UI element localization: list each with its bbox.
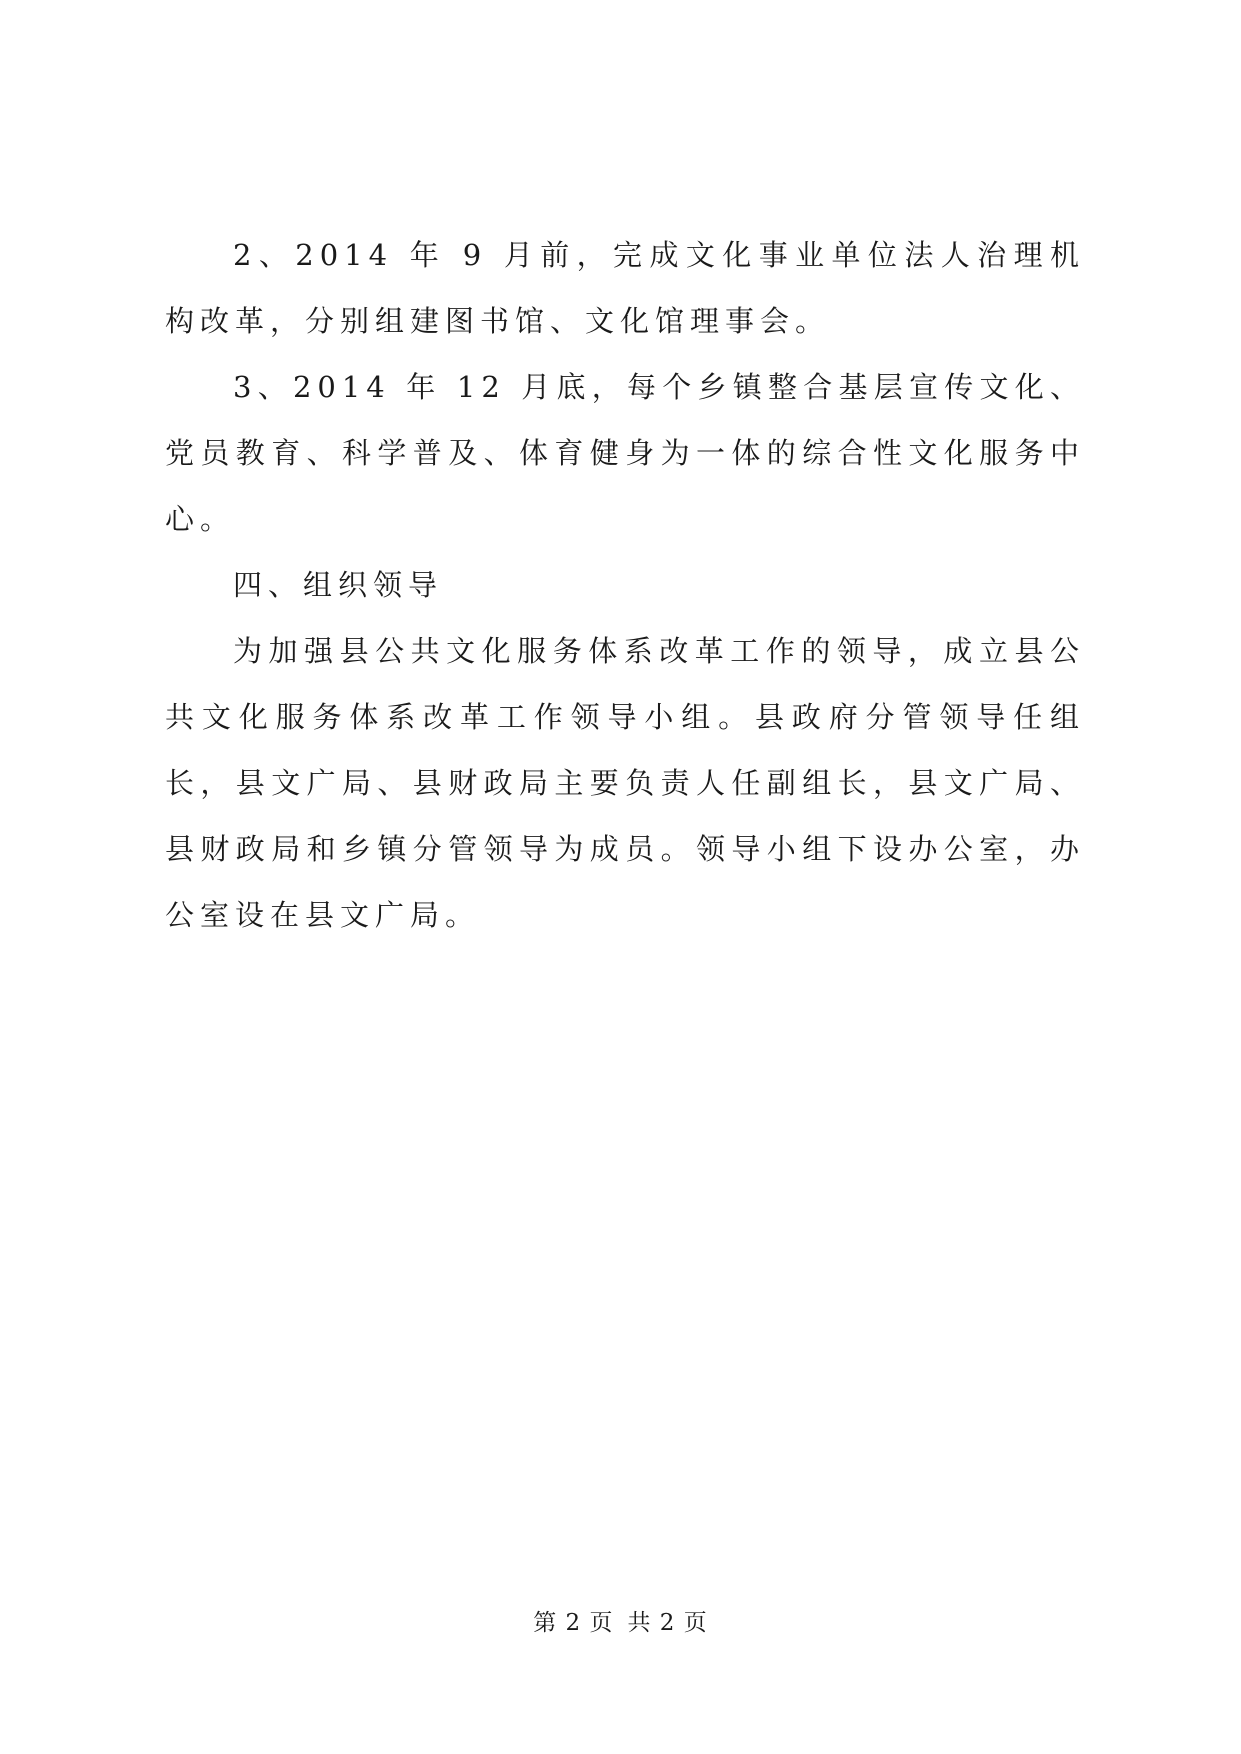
page-footer xyxy=(0,1608,1241,1638)
section-heading-organization: 四、组织领导 xyxy=(233,568,444,602)
paragraph-organization-body: 为加强县公共文化服务体系改革工作的领导，成立县公共文化服务体系改革工作领导小组。县政府分管领导任组长，县文广局、县财政局主要负责人任副组长，县文广局、县财政局和乡镇分管领导为成员。领导小组下设办公室，办公室设在县文广局。 xyxy=(165,634,1085,932)
document-body xyxy=(165,222,1085,948)
total-pages: 共 2 页 xyxy=(627,1610,708,1636)
page-number: 第 2 页 xyxy=(533,1610,614,1636)
paragraph-item-3: 3、2014 年 12 月底，每个乡镇整合基层宣传文化、党员教育、科学普及、体育健身为一体的综合性文化服务中心。 xyxy=(165,370,1085,536)
paragraph-item-2: 2、2014 年 9 月前，完成文化事业单位法人治理机构改革，分别组建图书馆、文化馆理事会。 xyxy=(165,238,1085,338)
